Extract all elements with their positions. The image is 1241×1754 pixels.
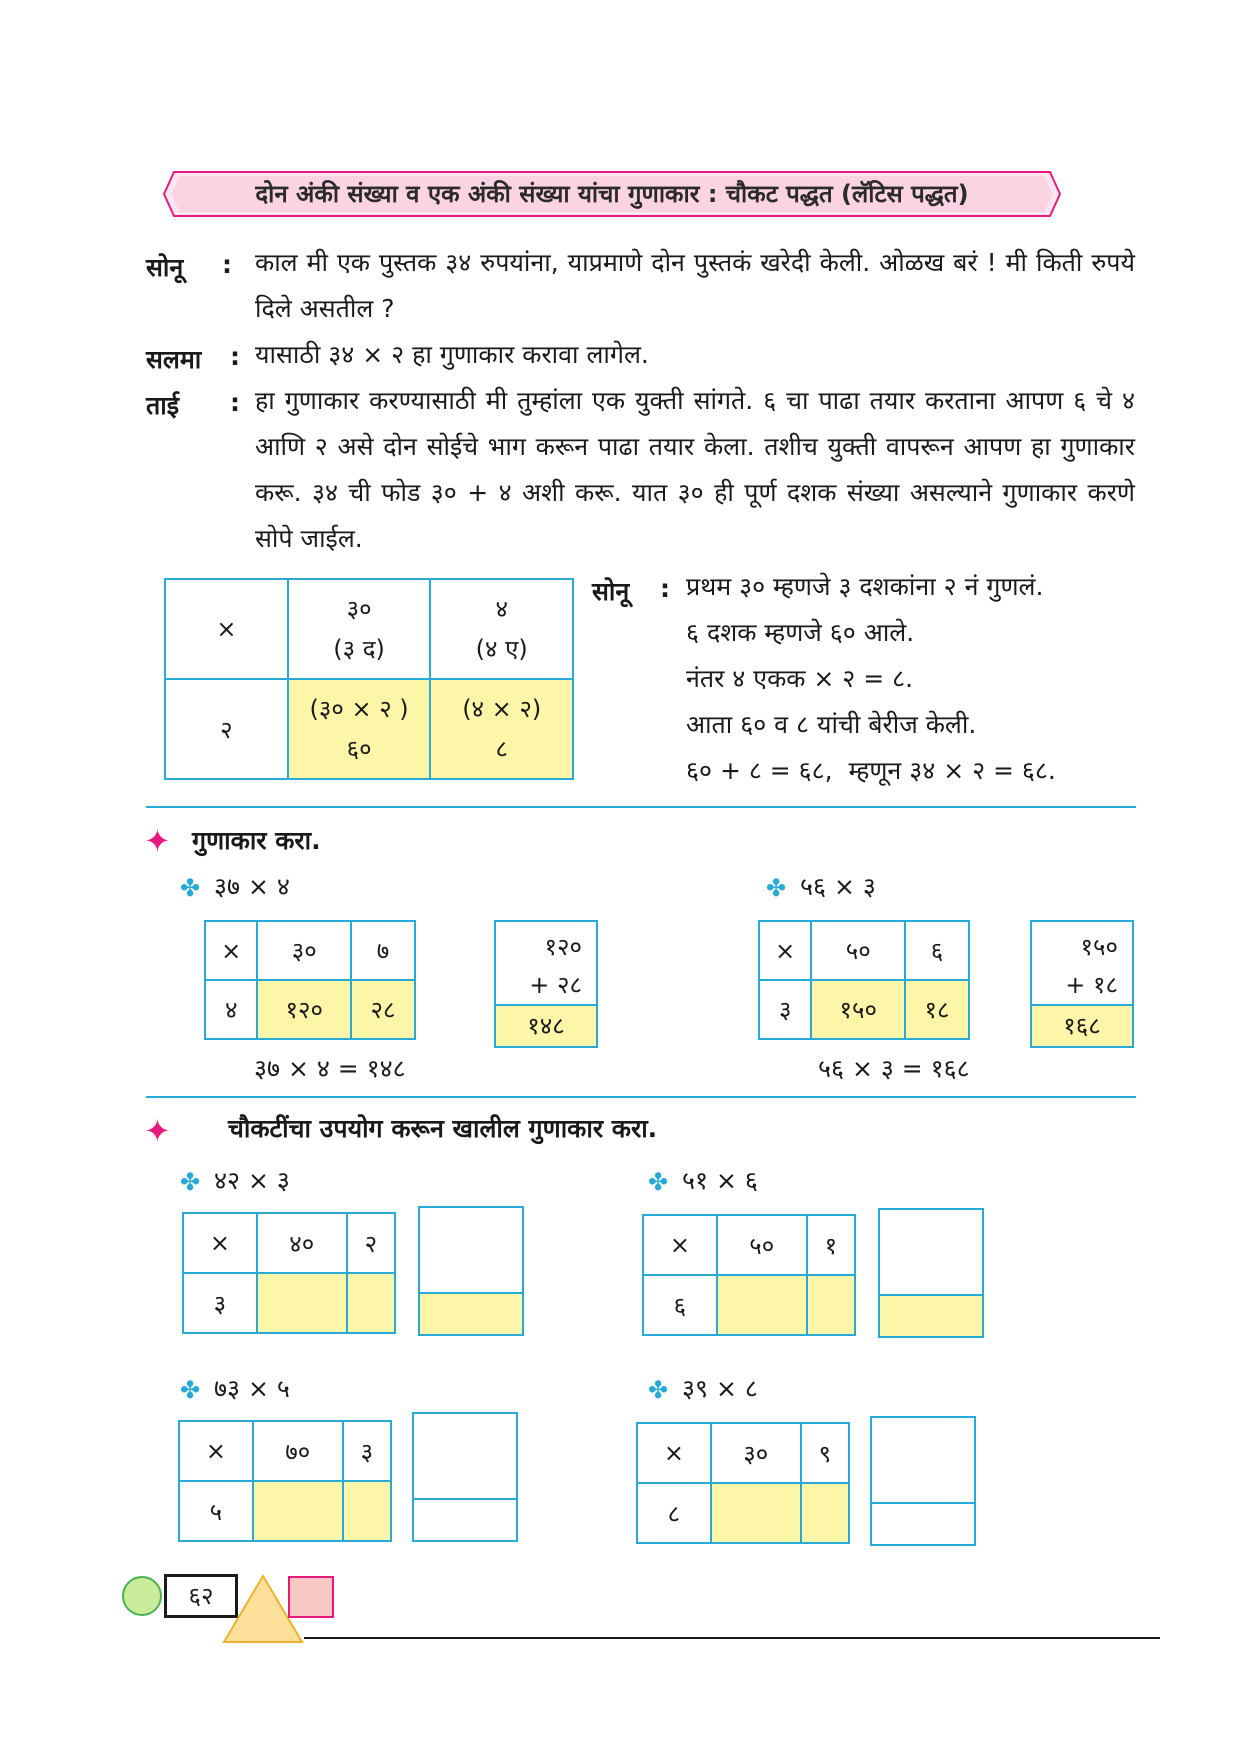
- speaker-tai: ताई: [146, 391, 180, 420]
- explanation-line-2: ६ दशक म्हणजे ६० आले.: [686, 618, 915, 647]
- dialogue-sonu: काल मी एक पुस्तक ३४ रुपयांना, याप्रमाणे दोन पुस्तकं खरेदी केली. ओळख बरं ! मी किती रुपये दिले असतील ?: [255, 248, 1135, 323]
- flower-icon: ✤: [180, 1376, 201, 1404]
- explanation-line-5: ६० + ८ = ६८, म्हणून ३४ × २ = ६८.: [686, 756, 1056, 785]
- multiplier: ३: [183, 1273, 257, 1333]
- dialogue-tai: हा गुणाकार करण्यासाठी मी तुम्हांला एक युक्ती सांगते. ६ चा पाढा तयार करताना आपण ६ चे ४ आणि २ असे दोन सोईचे भाग करून पाढा तयार केला. तशीच युक्ती वापरून आपण हा गुणाकार करू. ३४ ची फोड ३० + ४ अशी करू. यात ३० ही पूर्ण दशक संख्या असल्याने गुणाकार करणे सोपे जाईल.: [255, 386, 1135, 553]
- ones-product-expr: (४ × २): [462, 695, 542, 723]
- sum-box-blank[interactable]: [412, 1412, 518, 1542]
- colon: :: [222, 250, 232, 279]
- problem-grid: [758, 920, 970, 1040]
- ones-header: ७: [351, 921, 415, 980]
- problem-answer: ५६ × ३ = १६८: [818, 1054, 970, 1083]
- ones-answer-blank[interactable]: [807, 1275, 855, 1335]
- multiplier: ६: [643, 1275, 717, 1335]
- divider: [146, 806, 1136, 808]
- problem-label: ३७ × ४: [214, 872, 290, 901]
- flower-icon: ✤: [180, 1168, 201, 1196]
- sum-box: [494, 920, 598, 1048]
- tens-product: १५०: [811, 980, 905, 1039]
- star-icon: ✦: [144, 822, 171, 860]
- ones-value: ४: [495, 595, 508, 623]
- tens-answer-blank[interactable]: [711, 1483, 801, 1543]
- flower-icon: ✤: [766, 874, 787, 902]
- tens-header: ३०: [257, 921, 351, 980]
- tens-value: ३०: [346, 595, 372, 623]
- ones-answer-blank[interactable]: [347, 1273, 395, 1333]
- divider: [146, 1096, 1136, 1098]
- exercise-label: ३९ × ८: [682, 1374, 758, 1403]
- ones-header: २: [347, 1213, 395, 1273]
- explanation-line-1: प्रथम ३० म्हणजे ३ दशकांना २ नं गुणलं.: [686, 572, 1044, 601]
- sum-box-blank[interactable]: [418, 1206, 524, 1336]
- footer-line: [304, 1637, 1160, 1639]
- sum-box-blank[interactable]: [878, 1208, 984, 1338]
- speaker-sonu-2: सोनू: [592, 577, 630, 606]
- times-sign: ×: [165, 579, 288, 679]
- times-sign: ×: [179, 1421, 253, 1481]
- tens-header: ४०: [257, 1213, 347, 1273]
- colon: :: [660, 574, 670, 603]
- exercise-grid: [178, 1420, 392, 1542]
- exercise-grid: [642, 1214, 856, 1336]
- times-sign: ×: [205, 921, 257, 980]
- sum-addend-2: + २८: [529, 971, 582, 999]
- sum-total-blank[interactable]: [420, 1292, 522, 1334]
- exercise-grid: [636, 1422, 850, 1544]
- dialogue-salma: यासाठी ३४ × २ हा गुणाकार करावा लागेल.: [255, 340, 649, 369]
- tens-header: ७०: [253, 1421, 343, 1481]
- multiplier: ४: [205, 980, 257, 1039]
- sum-box: [1030, 920, 1134, 1048]
- sum-addend-1: १५०: [1080, 933, 1118, 961]
- tens-product-expr: (३० × २ ): [309, 695, 409, 723]
- sum-addend-1: १२०: [544, 933, 582, 961]
- sum-box-blank[interactable]: [870, 1416, 976, 1546]
- explanation-line-3: नंतर ४ एकक × २ = ८.: [686, 664, 914, 693]
- multiplier: ३: [759, 980, 811, 1039]
- problem-label: ५६ × ३: [800, 872, 876, 901]
- tens-product: १२०: [257, 980, 351, 1039]
- sum-total-blank[interactable]: [872, 1502, 974, 1544]
- tens-header: ३०: [711, 1423, 801, 1483]
- ones-header: ६: [905, 921, 969, 980]
- flower-icon: ✤: [648, 1376, 669, 1404]
- pink-square-shape: [288, 1576, 334, 1618]
- green-circle-shape: [122, 1576, 162, 1616]
- multiplier: ८: [637, 1483, 711, 1543]
- page-number: ६२: [164, 1574, 238, 1618]
- problem-answer: ३७ × ४ = १४८: [254, 1054, 406, 1083]
- sum-total-blank[interactable]: [880, 1294, 982, 1336]
- multiplier: ५: [179, 1481, 253, 1541]
- ones-answer-blank[interactable]: [343, 1481, 391, 1541]
- exercise-label: ७३ × ५: [214, 1374, 290, 1403]
- problem-grid: [204, 920, 416, 1040]
- title-banner: [162, 170, 1062, 218]
- ones-answer-blank[interactable]: [801, 1483, 849, 1543]
- ones-header: ३: [343, 1421, 391, 1481]
- page-title: दोन अंकी संख्या व एक अंकी संख्या यांचा गुणाकार : चौकट पद्धत (लॅटिस पद्धत): [255, 180, 969, 208]
- exercise-label: ५१ × ६: [682, 1166, 758, 1195]
- flower-icon: ✤: [180, 874, 201, 902]
- example-lattice-grid: [164, 578, 574, 780]
- tens-header: ५०: [811, 921, 905, 980]
- times-sign: ×: [759, 921, 811, 980]
- multiplier: २: [165, 679, 288, 779]
- sum-total: १४८: [496, 1004, 596, 1046]
- sum-addend-2: + १८: [1065, 971, 1118, 999]
- colon: :: [230, 342, 240, 371]
- ones-product: ८: [495, 735, 508, 763]
- tens-answer-blank[interactable]: [253, 1481, 343, 1541]
- flower-icon: ✤: [648, 1168, 669, 1196]
- explanation-line-4: आता ६० व ८ यांची बेरीज केली.: [686, 710, 977, 739]
- tens-header: ५०: [717, 1215, 807, 1275]
- tens-answer-blank[interactable]: [717, 1275, 807, 1335]
- section1-heading: गुणाकार करा.: [192, 826, 321, 855]
- tens-product: ६०: [346, 735, 372, 763]
- times-sign: ×: [183, 1213, 257, 1273]
- exercise-grid: [182, 1212, 396, 1334]
- star-icon: ✦: [144, 1112, 171, 1150]
- times-sign: ×: [637, 1423, 711, 1483]
- sum-total-blank[interactable]: [414, 1498, 516, 1540]
- times-sign: ×: [643, 1215, 717, 1275]
- ones-header: १: [807, 1215, 855, 1275]
- ones-product: १८: [905, 980, 969, 1039]
- ones-header: ९: [801, 1423, 849, 1483]
- speaker-sonu: सोनू: [146, 253, 184, 282]
- colon: :: [230, 388, 240, 417]
- sum-total: १६८: [1032, 1004, 1132, 1046]
- section2-heading: चौकटींचा उपयोग करून खालील गुणाकार करा.: [228, 1114, 658, 1143]
- exercise-label: ४२ × ३: [214, 1166, 290, 1195]
- tens-label: (३ द): [333, 635, 385, 663]
- speaker-salma: सलमा: [146, 345, 202, 374]
- ones-product: २८: [351, 980, 415, 1039]
- ones-label: (४ ए): [475, 635, 528, 663]
- tens-answer-blank[interactable]: [257, 1273, 347, 1333]
